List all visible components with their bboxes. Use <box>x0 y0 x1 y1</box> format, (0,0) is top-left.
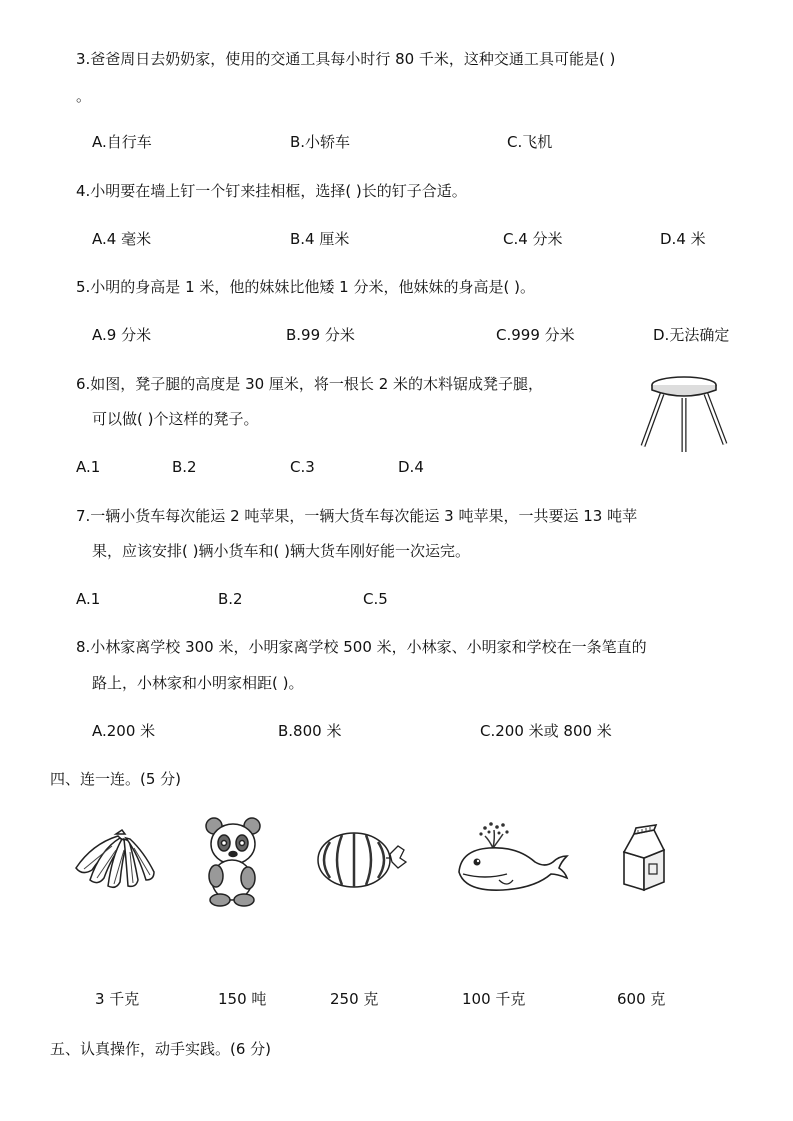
panda-icon <box>202 816 266 908</box>
q6-option-a: A.1 <box>76 458 101 476</box>
q8-option-a: A.200 米 <box>92 722 156 740</box>
watermelon-icon <box>314 828 410 890</box>
milk-carton-icon <box>618 824 668 894</box>
q6-option-b: B.2 <box>172 458 197 476</box>
q4-option-a: A.4 毫米 <box>92 230 152 248</box>
bananas-icon <box>72 826 158 892</box>
q8-stem-line2: 路上，小林家和小明家相距( )。 <box>92 674 304 692</box>
q5-option-d: D.无法确定 <box>653 326 730 344</box>
q7-option-c: C.5 <box>363 590 388 608</box>
weight-label-5: 600 克 <box>617 990 666 1008</box>
q5-stem: 5.小明的身高是 1 米，他的妹妹比他矮 1 分米，他妹妹的身高是( )。 <box>76 278 535 296</box>
q5-option-c: C.999 分米 <box>496 326 575 344</box>
q8-stem-line1: 8.小林家离学校 300 米，小明家离学校 500 米，小林家、小明家和学校在一条笔直的 <box>76 638 647 656</box>
weight-label-1: 3 千克 <box>95 990 140 1008</box>
q6-option-d: D.4 <box>398 458 424 476</box>
q3-option-c: C.飞机 <box>507 133 553 151</box>
weight-label-4: 100 千克 <box>462 990 526 1008</box>
section4-heading: 四、连一连。(5 分) <box>50 770 182 788</box>
whale-icon <box>455 822 571 898</box>
q7-option-a: A.1 <box>76 590 101 608</box>
q7-option-b: B.2 <box>218 590 243 608</box>
q5-option-a: A.9 分米 <box>92 326 152 344</box>
q5-option-b: B.99 分米 <box>286 326 355 344</box>
q3-stem-line1: 3.爸爸周日去奶奶家，使用的交通工具每小时行 80 千米，这种交通工具可能是( ) <box>76 50 616 68</box>
stool-icon <box>638 372 730 454</box>
q8-option-b: B.800 米 <box>278 722 342 740</box>
q4-stem: 4.小明要在墙上钉一个钉来挂相框，选择( )长的钉子合适。 <box>76 182 467 200</box>
q6-stem-line1: 6.如图，凳子腿的高度是 30 厘米，将一根长 2 米的木料锯成凳子腿， <box>76 375 544 393</box>
q3-option-a: A.自行车 <box>92 133 152 151</box>
q8-option-c: C.200 米或 800 米 <box>480 722 612 740</box>
q7-stem-line2: 果，应该安排( )辆小货车和( )辆大货车刚好能一次运完。 <box>92 542 470 560</box>
q4-option-c: C.4 分米 <box>503 230 563 248</box>
section5-heading: 五、认真操作，动手实践。(6 分) <box>50 1040 272 1058</box>
weight-label-3: 250 克 <box>330 990 379 1008</box>
q3-option-b: B.小轿车 <box>290 133 351 151</box>
q6-stem-line2: 可以做( )个这样的凳子。 <box>92 410 259 428</box>
q7-stem-line1: 7.一辆小货车每次能运 2 吨苹果，一辆大货车每次能运 3 吨苹果，一共要运 13 吨苹 <box>76 507 638 525</box>
q6-option-c: C.3 <box>290 458 315 476</box>
weight-label-2: 150 吨 <box>218 990 267 1008</box>
q3-stem-line2: 。 <box>76 87 92 105</box>
q4-option-b: B.4 厘米 <box>290 230 350 248</box>
q4-option-d: D.4 米 <box>660 230 706 248</box>
